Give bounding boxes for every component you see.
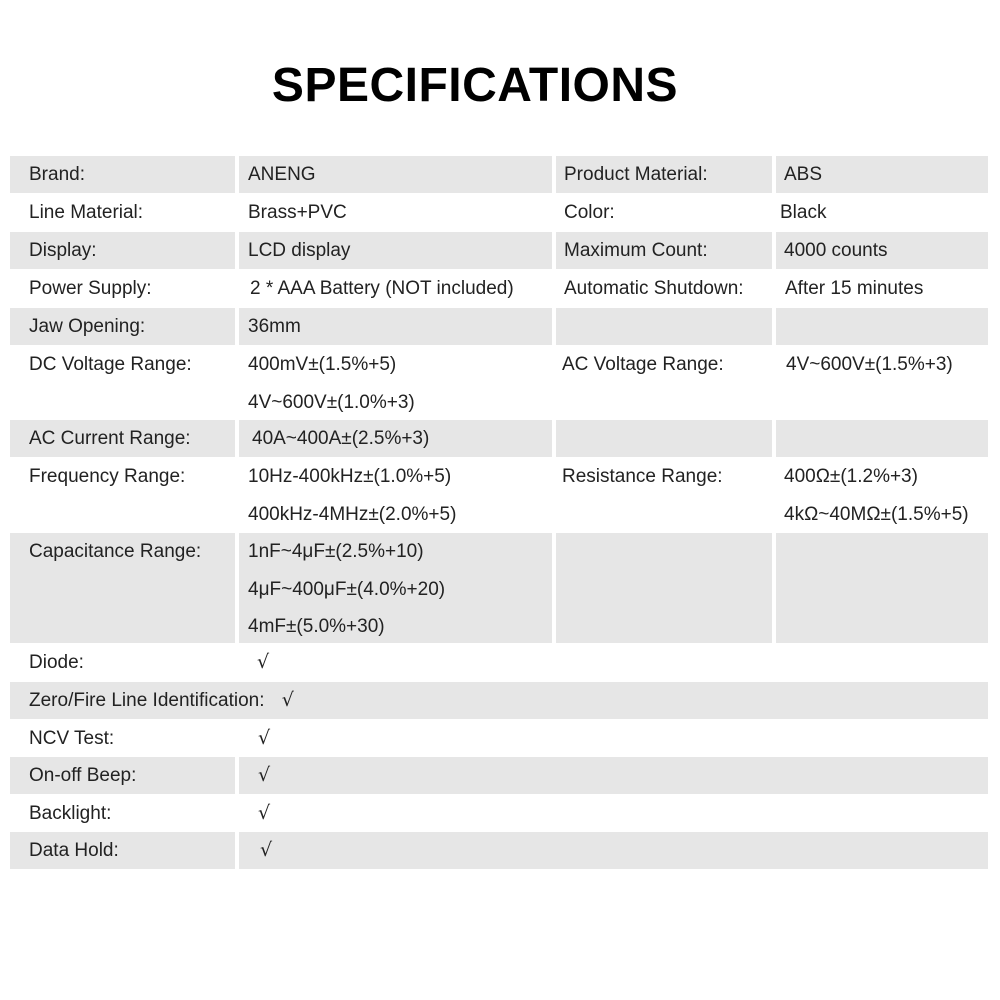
color-label: Color: — [556, 194, 772, 231]
on-off-beep-check-icon: √ — [239, 757, 988, 794]
line-material-value: Brass+PVC — [239, 194, 552, 231]
capacitance-range-value: 1nF~4μF±(2.5%+10) — [248, 541, 424, 562]
zero-fire-line-check-icon: √ — [281, 689, 294, 711]
empty-cell — [776, 308, 988, 345]
page-title: SPECIFICATIONS — [271, 59, 679, 112]
ncv-test-check-icon: √ — [239, 720, 988, 757]
dc-voltage-range-label: DC Voltage Range: — [10, 346, 235, 419]
empty-cell — [556, 308, 772, 345]
data-hold-check-icon: √ — [239, 832, 988, 869]
power-supply-label: Power Supply: — [10, 270, 235, 307]
zero-fire-line-label: Zero/Fire Line Identification: — [29, 690, 265, 711]
frequency-range-values — [239, 458, 552, 532]
frequency-range-value: 400kHz-4MHz±(2.0%+5) — [248, 503, 457, 525]
dc-voltage-range-values — [239, 346, 552, 419]
empty-cell — [556, 420, 772, 457]
backlight-label: Backlight: — [10, 795, 235, 832]
product-material-label: Product Material: — [556, 156, 772, 193]
ac-voltage-range-values — [776, 346, 988, 419]
empty-cell — [776, 420, 988, 457]
ac-voltage-range-label: AC Voltage Range: — [556, 346, 772, 419]
capacitance-range-label: Capacitance Range: — [10, 533, 235, 643]
jaw-opening-value: 36mm — [239, 308, 552, 345]
dc-voltage-range-value: 400mV±(1.5%+5) — [248, 354, 397, 375]
product-material-value: ABS — [776, 156, 988, 193]
capacitance-range-value: 4μF~400μF±(4.0%+20) — [248, 578, 446, 600]
automatic-shutdown-value: After 15 minutes — [776, 270, 988, 307]
maximum-count-value: 4000 counts — [776, 232, 988, 269]
dc-voltage-range-value: 4V~600V±(1.0%+3) — [248, 391, 415, 413]
zero-fire-line-row — [10, 682, 988, 719]
capacitance-range-values — [239, 533, 552, 643]
resistance-range-label: Resistance Range: — [556, 458, 772, 532]
display-value: LCD display — [239, 232, 552, 269]
maximum-count-label: Maximum Count: — [556, 232, 772, 269]
empty-cell — [556, 533, 772, 643]
jaw-opening-label: Jaw Opening: — [10, 308, 235, 345]
ac-current-range-label: AC Current Range: — [10, 420, 235, 457]
line-material-label: Line Material: — [10, 194, 235, 231]
diode-label: Diode: — [10, 644, 235, 681]
automatic-shutdown-label: Automatic Shutdown: — [556, 270, 772, 307]
resistance-range-value: 400Ω±(1.2%+3) — [784, 466, 918, 487]
ac-current-range-value: 40A~400A±(2.5%+3) — [239, 420, 552, 457]
data-hold-label: Data Hold: — [10, 832, 235, 869]
on-off-beep-label: On-off Beep: — [10, 757, 235, 794]
display-label: Display: — [10, 232, 235, 269]
frequency-range-label: Frequency Range: — [10, 458, 235, 532]
power-supply-value: 2 * AAA Battery (NOT included) — [239, 270, 552, 307]
backlight-check-icon: √ — [239, 795, 988, 832]
resistance-range-value: 4kΩ~40MΩ±(1.5%+5) — [784, 503, 969, 525]
frequency-range-value: 10Hz-400kHz±(1.0%+5) — [248, 466, 452, 487]
color-value: Black — [776, 194, 988, 231]
capacitance-range-value: 4mF±(5.0%+30) — [248, 616, 385, 637]
brand-label: Brand: — [10, 156, 235, 193]
empty-cell — [776, 533, 988, 643]
diode-check-icon: √ — [239, 644, 988, 681]
brand-value: ANENG — [239, 156, 552, 193]
resistance-range-values — [776, 458, 988, 532]
ncv-test-label: NCV Test: — [10, 720, 235, 757]
ac-voltage-range-value: 4V~600V±(1.5%+3) — [786, 354, 953, 375]
